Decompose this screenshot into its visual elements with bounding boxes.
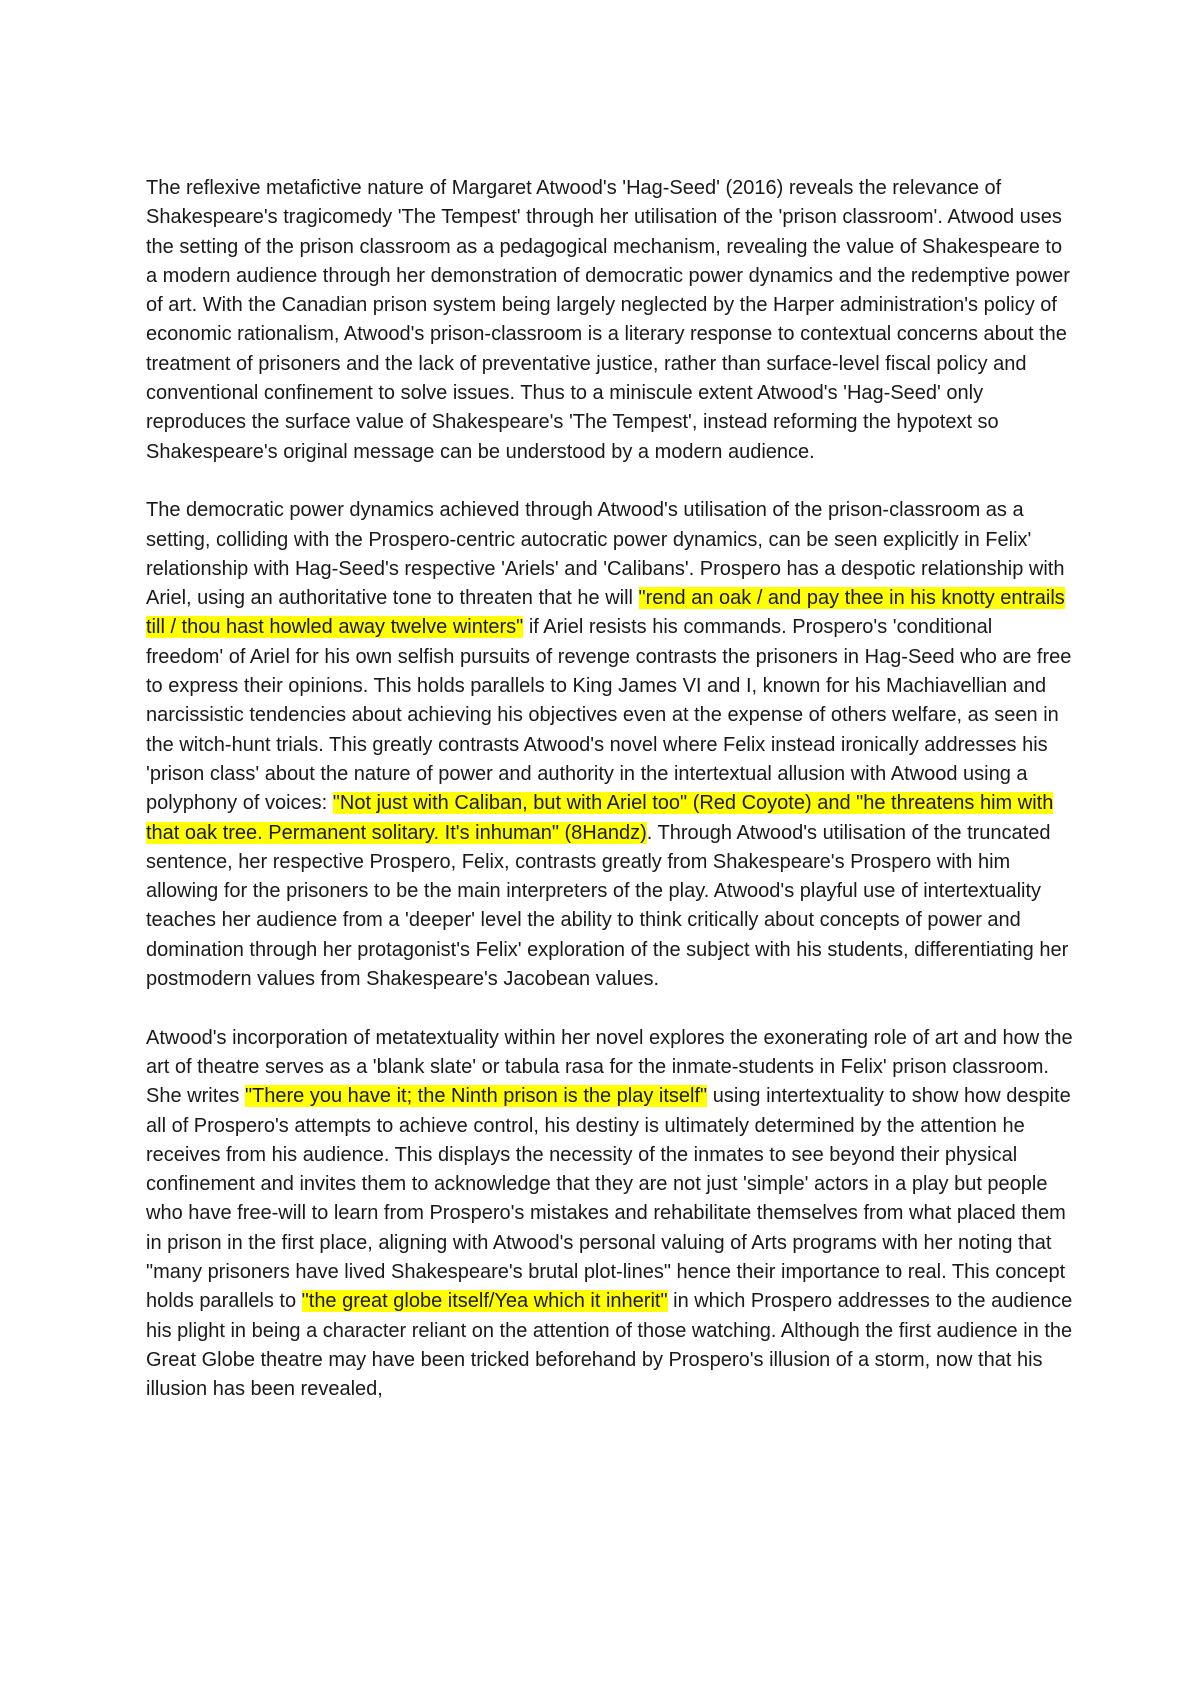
document-page [146, 174, 1074, 1434]
highlighted-quote: "Not just with Caliban, but with Ariel too" (Red Coyote) and "he threatens him with that oak tree. Permanent solitary. It's inhuman" (8Handz) [146, 792, 1054, 844]
paragraph-intro [146, 174, 1074, 467]
highlighted-quote: "the great globe itself/Yea which it inherit" [301, 1290, 668, 1313]
paragraph-text: The democratic power dynamics achieved through Atwood's utilisation of the prison-classroom as a setting, colliding with the Prospero-centric autocratic power dynamics, can be seen explicitly in Felix' relationship with Hag-Seed's respective 'Ariels' and 'Calibans'. Prospero has a despotic relationship with Ariel, using an authoritative tone to threaten that he will [146, 499, 1065, 610]
highlighted-quote: "There you have it; the Ninth prison is the play itself" [244, 1085, 708, 1108]
highlighted-quote: "rend an oak / and pay thee in his knotty entrails till / thou hast howled away twelve winters" [146, 587, 1065, 639]
paragraph-text: . Through Atwood's utilisation of the truncated sentence, her respective Prospero, Felix, contrasts greatly from Shakespeare's Prospero with him allowing for the prisoners to be the main interpreters of the play. Atwood's playful use of intertextuality teaches her audience from a 'deeper' level the ability to think critically about concepts of power and domination through her protagonist's Felix' exploration of the subject with his students, differentiating her postmodern values from Shakespeare's Jacobean values. [146, 821, 1069, 991]
paragraph-text: if Ariel resists his commands. Prospero's 'conditional freedom' of Ariel for his own selfish pursuits of revenge contrasts the prisoners in Hag-Seed who are free to express their opinions. This holds parallels to King James VI and I, known for his Machiavellian and narcissistic tendencies about achieving his objectives even at the expense of others welfare, as seen in the witch-hunt trials. This greatly contrasts Atwood's novel where Felix instead ironically addresses his 'prison class' about the nature of power and authority in the intertextual allusion with Atwood using a polyphony of voices: [146, 616, 1072, 815]
paragraph-text: Atwood's incorporation of metatextuality within her novel explores the exonerating role of art and how the art of theatre serves as a 'blank slate' or tabula rasa for the inmate-students in Felix' prison classroom. She writes [146, 1026, 1073, 1108]
paragraph-text: in which Prospero addresses to the audience his plight in being a character reliant on the attention of those watching. Although the first audience in the Great Globe theatre may have been tricked beforehand by Prospero's illusion of a storm, now that his illusion has been revealed, [146, 1290, 1073, 1401]
paragraph-text: using intertextuality to show how despite all of Prospero's attempts to achieve control, his destiny is ultimately determined by the attention he receives from his audience. This displays the necessity of the inmates to see beyond their physical confinement and invites them to acknowledge that they are not just 'simple' actors in a play but people who have free-will to learn from Prospero's mistakes and rehabilitate themselves from what placed them in prison in the first place, aligning with Atwood's personal valuing of Arts programs with her noting that "many prisoners have lived Shakespeare's brutal plot-lines" hence their importance to real. This concept holds parallels to [146, 1085, 1071, 1313]
paragraph-metatextuality [146, 1024, 1074, 1405]
paragraph-text: The reflexive metafictive nature of Margaret Atwood's 'Hag-Seed' (2016) reveals the relevance of Shakespeare's tragicomedy 'The Tempest' through her utilisation of the 'prison classroom'. Atwood uses the setting of the prison classroom as a pedagogical mechanism, revealing the value of Shakespeare to a modern audience through her demonstration of democratic power dynamics and the redemptive power of art. With the Canadian prison system being largely neglected by the Harper administration's policy of economic rationalism, Atwood's prison-classroom is a literary response to contextual concerns about the treatment of prisoners and the lack of preventative justice, rather than surface-level fiscal policy and conventional confinement to solve issues. Thus to a miniscule extent Atwood's 'Hag-Seed' only reproduces the surface value of Shakespeare's 'The Tempest', instead reforming the hypotext so Shakespeare's original message can be understood by a modern audience. [146, 177, 1070, 463]
paragraph-power-dynamics [146, 496, 1074, 994]
